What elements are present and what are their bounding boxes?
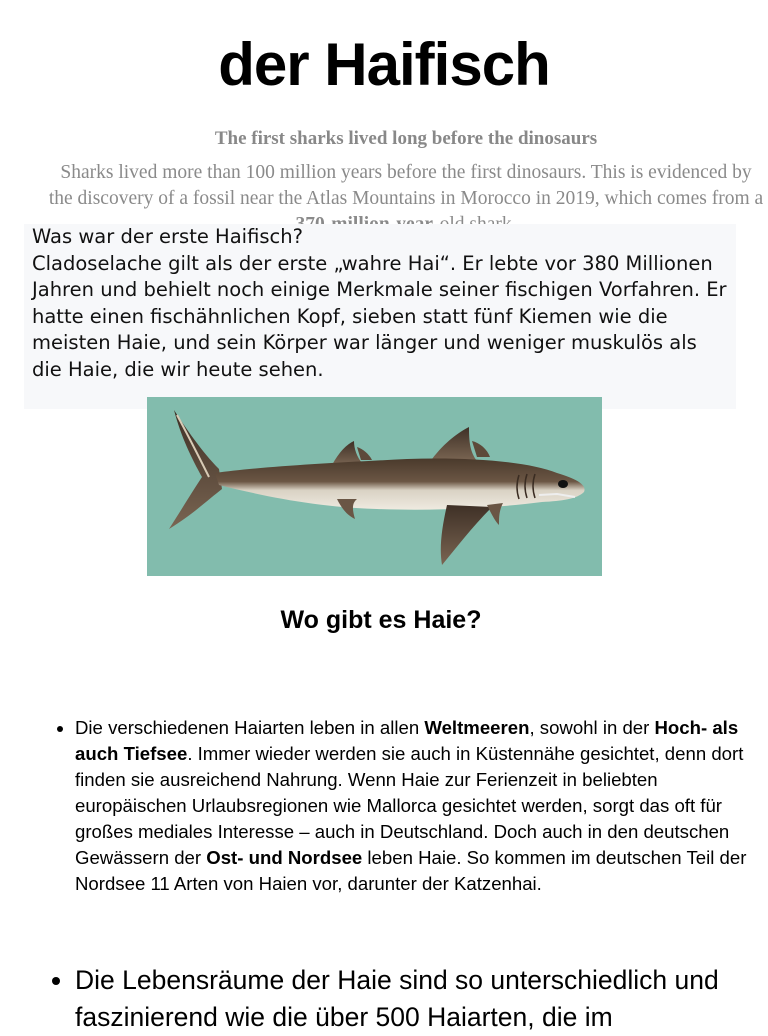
shark-image <box>147 397 602 576</box>
german-answer: Cladoselache gilt als der erste „wahre Hai“. Er lebte vor 380 Millionen Jahren und behielt noch einige Merkmale seiner fischigen Vorfahren. Er hatte einen fischähnlichen Kopf, sieben statt fünf Kiemen wie die meisten Haie, und sein Körper war länger und weniger muskulös als die Haie, die wir heute sehen. <box>32 251 727 381</box>
page-title: der Haifisch <box>218 31 550 98</box>
list-item: • Die Lebensräume der Haie sind so unterschiedlich und faszinierend wie die über 500 Haiarten, die im <box>75 962 760 1036</box>
bullet-bold: Weltmeeren <box>424 717 530 738</box>
bullet-list-large <box>30 962 760 1036</box>
english-heading: The first sharks lived long before the dinosaurs <box>214 128 598 149</box>
bullet-bold: Ost- und Nordsee <box>206 847 363 868</box>
shark-illustration-icon <box>147 397 602 576</box>
bullet-list <box>30 715 760 897</box>
bullet-text: . Immer wieder werden sie auch in Küstennähe gesichtet, denn dort finden sie ausreichend Nahrung. Wenn Haie zur Ferienzeit in beliebten europäischen Urlaubsregionen wie Mallorca gesichtet werden, sorgt das oft für großes mediales Interesse – auch in Deutschland. Doch auch in den deutschen Gewässern der <box>75 743 744 868</box>
german-question: Was war der erste Haifisch? <box>32 225 303 248</box>
bullet-bold: Hoch- als auch Tiefsee <box>75 717 739 764</box>
section-heading: Wo gibt es Haie? <box>280 606 482 634</box>
bullet-text: , sowohl in der <box>529 717 655 738</box>
english-text-start: Sharks lived more than 100 million years before the first dinosaurs. This is evidenced by the discovery of a fossil near the Atlas Mountains in Morocco in 2019, which comes from a <box>48 162 764 209</box>
german-info-box <box>24 224 736 409</box>
bullet-text: Die verschiedenen Haiarten leben in allen <box>75 717 425 738</box>
bullet-text: leben Haie. So kommen im deutschen Teil der Nordsee 11 Arten von Haien vor, darunter der Katzenhai. <box>75 847 747 894</box>
list-item <box>75 715 760 897</box>
